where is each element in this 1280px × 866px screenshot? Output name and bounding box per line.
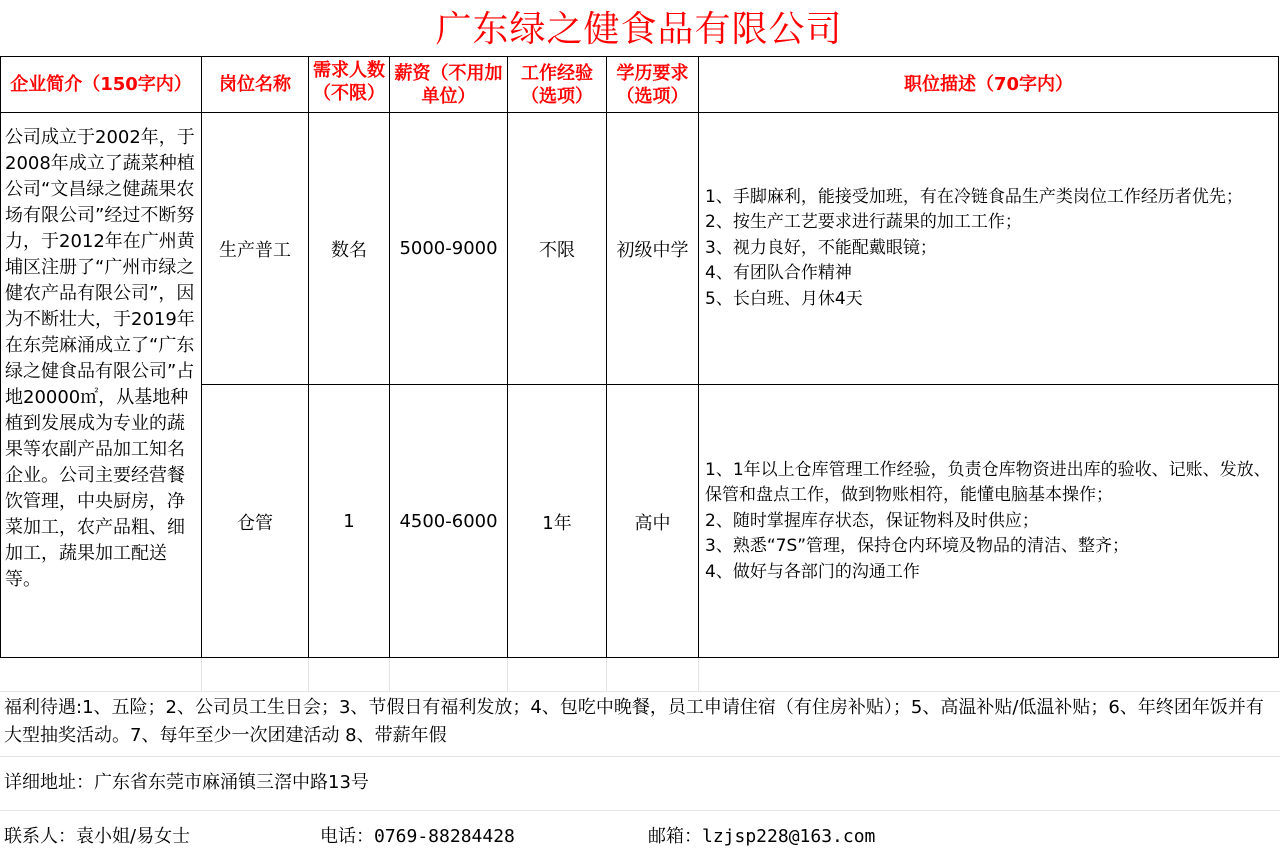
contact-person: 联系人：袁小姐/易女士	[4, 826, 191, 847]
header-position: 岗位名称	[201, 56, 308, 112]
job-experience: 不限	[507, 112, 606, 384]
empty-gridline	[0, 691, 1280, 692]
empty-gridline	[698, 658, 699, 692]
job-position: 仓管	[201, 384, 308, 658]
job-position: 生产普工	[201, 112, 308, 384]
table-border-bottom	[0, 657, 1279, 658]
table-border-right	[1278, 56, 1279, 658]
description-line: 4、做好与各部门的沟通工作	[705, 561, 920, 582]
header-count: 需求人数（不限）	[308, 56, 389, 112]
empty-gridline	[389, 658, 390, 692]
job-description	[698, 112, 1278, 384]
description-line: 1、1年以上仓库管理工作经验，负责仓库物资进出库的验收、记账、发放、保管和盘点工作，做到物账相符，能懂电脑基本操作；	[705, 459, 1271, 506]
job-education: 高中	[606, 384, 698, 658]
description-line: 3、视力良好，不能配戴眼镜；	[705, 237, 937, 258]
description-line: 5、长白班、月休4天	[705, 288, 863, 309]
description-line: 3、熟悉“7S”管理，保持仓内环境及物品的清洁、整齐；	[705, 536, 1130, 557]
header-description: 职位描述（70字内）	[698, 56, 1278, 112]
benefits-text: 福利待遇:1、五险；2、公司员工生日会；3、节假日有福利发放；4、包吃中晚餐，员工申请住宿（有住房补贴）；5、高温补贴/低温补贴；6、年终团年饭并有大型抽奖活动。7、每年至少一次团建活动 8、带薪年假	[4, 697, 1264, 746]
description-line: 4、有团队合作精神	[705, 263, 852, 284]
description-line: 2、按生产工艺要求进行蔬果的加工工作；	[705, 212, 1022, 233]
empty-gridline	[201, 658, 202, 692]
table-border-left	[0, 56, 1, 658]
job-education: 初级中学	[606, 112, 698, 384]
job-count: 1	[308, 384, 389, 658]
address-text: 详细地址：广东省东莞市麻涌镇三滘中路13号	[4, 772, 369, 793]
header-experience: 工作经验（选项）	[507, 56, 606, 112]
header-salary: 薪资（不用加单位）	[389, 56, 507, 112]
job-salary: 4500-6000	[389, 384, 507, 658]
empty-gridline	[606, 658, 607, 692]
contact-email: 邮箱：lzjsp228@163.com	[648, 826, 876, 847]
empty-gridline	[0, 810, 1280, 811]
header-intro: 企业简介（150字内）	[0, 56, 201, 112]
page-title: 广东绿之健食品有限公司	[435, 9, 843, 50]
header-education: 学历要求（选项）	[606, 56, 698, 112]
job-count: 数名	[308, 112, 389, 384]
job-experience: 1年	[507, 384, 606, 658]
empty-gridline	[308, 658, 309, 692]
description-line: 1、手脚麻利，能接受加班，有在冷链食品生产类岗位工作经历者优先；	[705, 186, 1243, 207]
description-line: 2、随时掌握库存状态，保证物料及时供应；	[705, 510, 1039, 531]
empty-gridline	[0, 756, 1280, 757]
job-table	[0, 56, 1279, 660]
job-salary: 5000-9000	[389, 112, 507, 384]
company-intro: 公司成立于2002年，于2008年成立了蔬菜种植公司“文昌绿之健蔬果农场有限公司”经过不断努力，于2012年在广州黄埔区注册了“广州市绿之健农产品有限公司”，因为不断壮大，于2019年在东莞麻涌成立了“广东绿之健食品有限公司”占地20000㎡，从基地种植到发展成为专业的蔬果等农副产品加工知名企业。公司主要经营餐饮管理，中央厨房，净菜加工，农产品粗、细加工，蔬果加工配送等。	[0, 112, 201, 658]
empty-gridline	[507, 658, 508, 692]
job-description	[698, 384, 1278, 658]
contact-phone: 电话：0769-88284428	[320, 826, 515, 847]
